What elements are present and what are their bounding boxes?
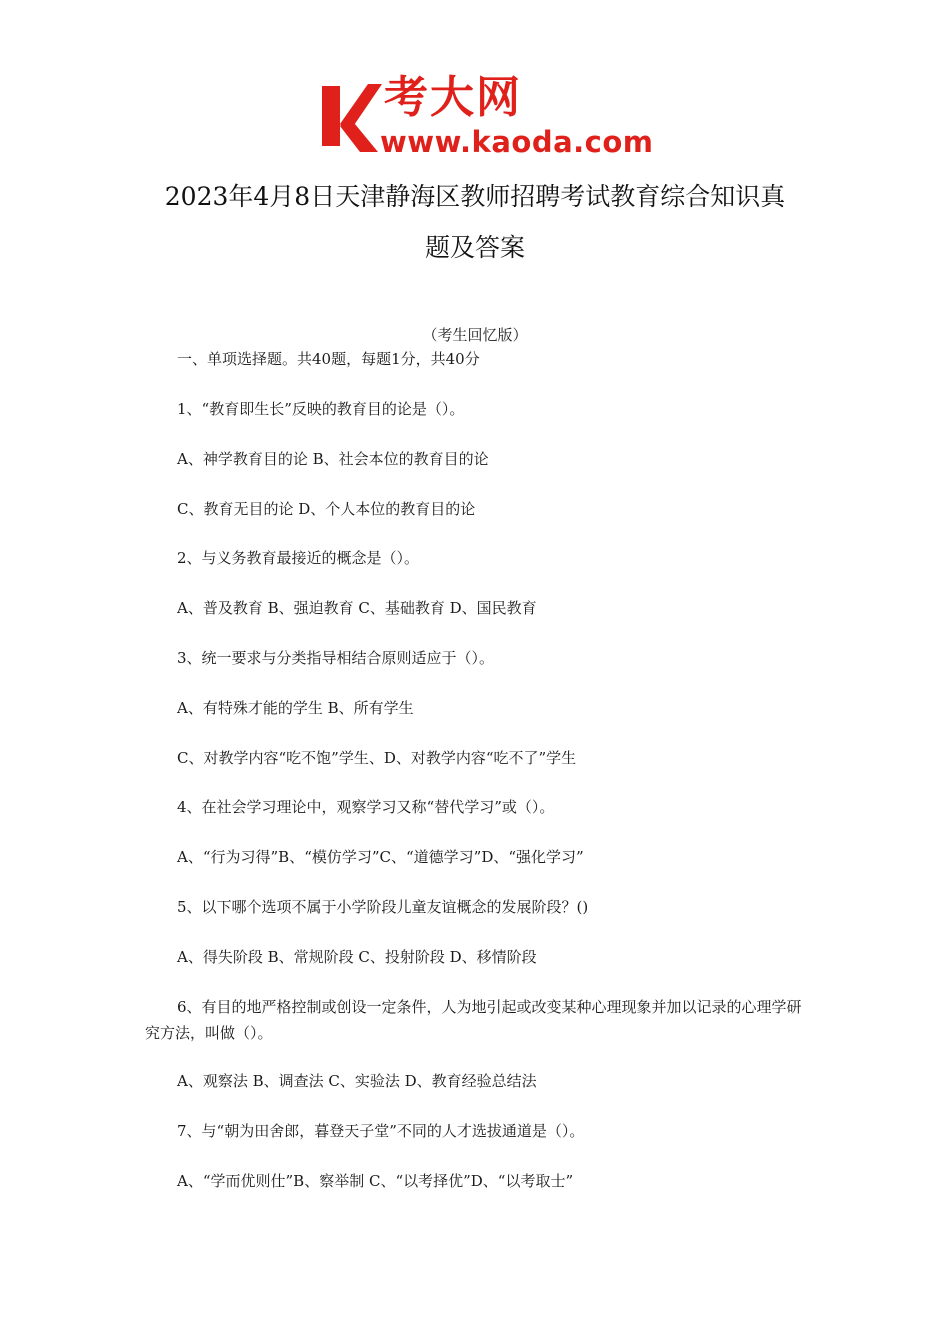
question-4: 4、在社会学习理论中，观察学习又称“替代学习”或（）。: [177, 798, 555, 816]
question-6-options: A、观察法 B、调查法 C、实验法 D、教育经验总结法: [177, 1072, 537, 1090]
question-7-options: A、“学而优则仕”B、察举制 C、“以考择优”D、“以考取士”: [177, 1172, 574, 1190]
document-title-line-1: 2023年4月8日天津静海区教师招聘考试教育综合知识真: [164, 182, 786, 211]
question-1-options-cd: C、教育无目的论 D、个人本位的教育目的论: [177, 500, 476, 518]
section-heading: 一、单项选择题。共40题，每题1分，共40分: [177, 350, 480, 368]
question-1: 1、“教育即生长”反映的教育目的论是（）。: [177, 400, 465, 418]
question-6: 6、有目的地严格控制或创设一定条件，人为地引起或改变某种心理现象并加以记录的心理学研究方法，叫做（）。: [145, 998, 802, 1042]
question-2: 2、与义务教育最接近的概念是（）。: [177, 549, 420, 567]
question-3-options-ab: A、有特殊才能的学生 B、所有学生: [177, 699, 414, 717]
question-3-options-cd: C、对教学内容“吃不饱”学生、D、对教学内容“吃不了”学生: [177, 749, 577, 767]
question-7: 7、与“朝为田舍郎，暮登天子堂”不同的人才选拔通道是（）。: [177, 1122, 585, 1140]
document-title-line-2: 题及答案: [424, 233, 525, 262]
question-5-options: A、得失阶段 B、常规阶段 C、投射阶段 D、移情阶段: [177, 948, 537, 966]
question-3: 3、统一要求与分类指导相结合原则适应于（）。: [177, 649, 495, 667]
question-1-options-ab: A、神学教育目的论 B、社会本位的教育目的论: [177, 450, 489, 468]
question-4-options: A、“行为习得”B、“模仿学习”C、“道德学习”D、“强化学习”: [177, 848, 584, 866]
k-letter-logo-icon: [320, 80, 382, 154]
document-subtitle: （考生回忆版）: [422, 326, 528, 344]
logo-brand-name: 考大网: [384, 72, 522, 123]
kaoda-logo: [320, 72, 654, 160]
logo-website-url: www.kaoda.com: [380, 125, 654, 159]
question-5: 5、以下哪个选项不属于小学阶段儿童友谊概念的发展阶段？(): [177, 898, 589, 916]
question-2-options: A、普及教育 B、强迫教育 C、基础教育 D、国民教育: [177, 599, 537, 617]
